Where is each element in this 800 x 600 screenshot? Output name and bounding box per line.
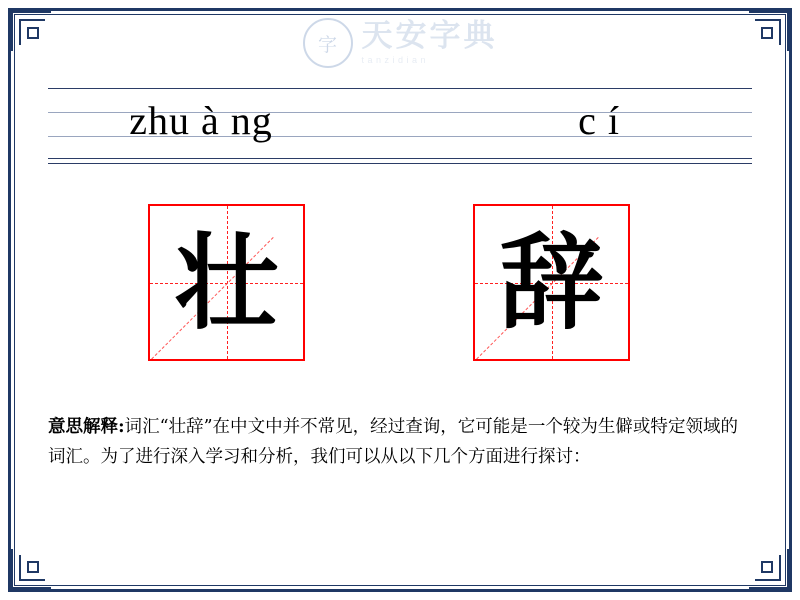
corner-ornament-top-left — [11, 11, 57, 57]
character-grid-box-1 — [148, 204, 305, 361]
character-glyph-1: 壮 — [174, 220, 279, 344]
explanation-text: 词汇“壮辞”在中文中并不常见，经过查询，它可能是一个较为生僻或特定领域的词汇。为了进行深入学习和分析，我们可以从以下几个方面进行探讨： — [48, 417, 738, 468]
character-glyph-2: 辞 — [499, 220, 604, 344]
staff-line-bottom — [48, 163, 752, 164]
brand-title: 天安字典 — [361, 18, 498, 54]
pinyin-second: c í — [578, 98, 620, 143]
corner-ornament-bottom-right — [743, 543, 789, 589]
explanation-block — [48, 412, 738, 472]
corner-ornament-bottom-left — [11, 543, 57, 589]
pinyin-first: zhu à ng — [129, 98, 273, 143]
character-grids — [48, 204, 752, 364]
corner-ornament-top-right — [743, 11, 789, 57]
pinyin-row — [48, 88, 752, 158]
pinyin-staff — [48, 88, 752, 160]
explanation-label: 意思解释: — [48, 417, 125, 437]
seal-icon: 字 — [303, 18, 353, 68]
brand-subtitle: tanzidian — [361, 55, 430, 65]
staff-line-fourth — [48, 158, 752, 159]
character-grid-box-2 — [473, 204, 630, 361]
